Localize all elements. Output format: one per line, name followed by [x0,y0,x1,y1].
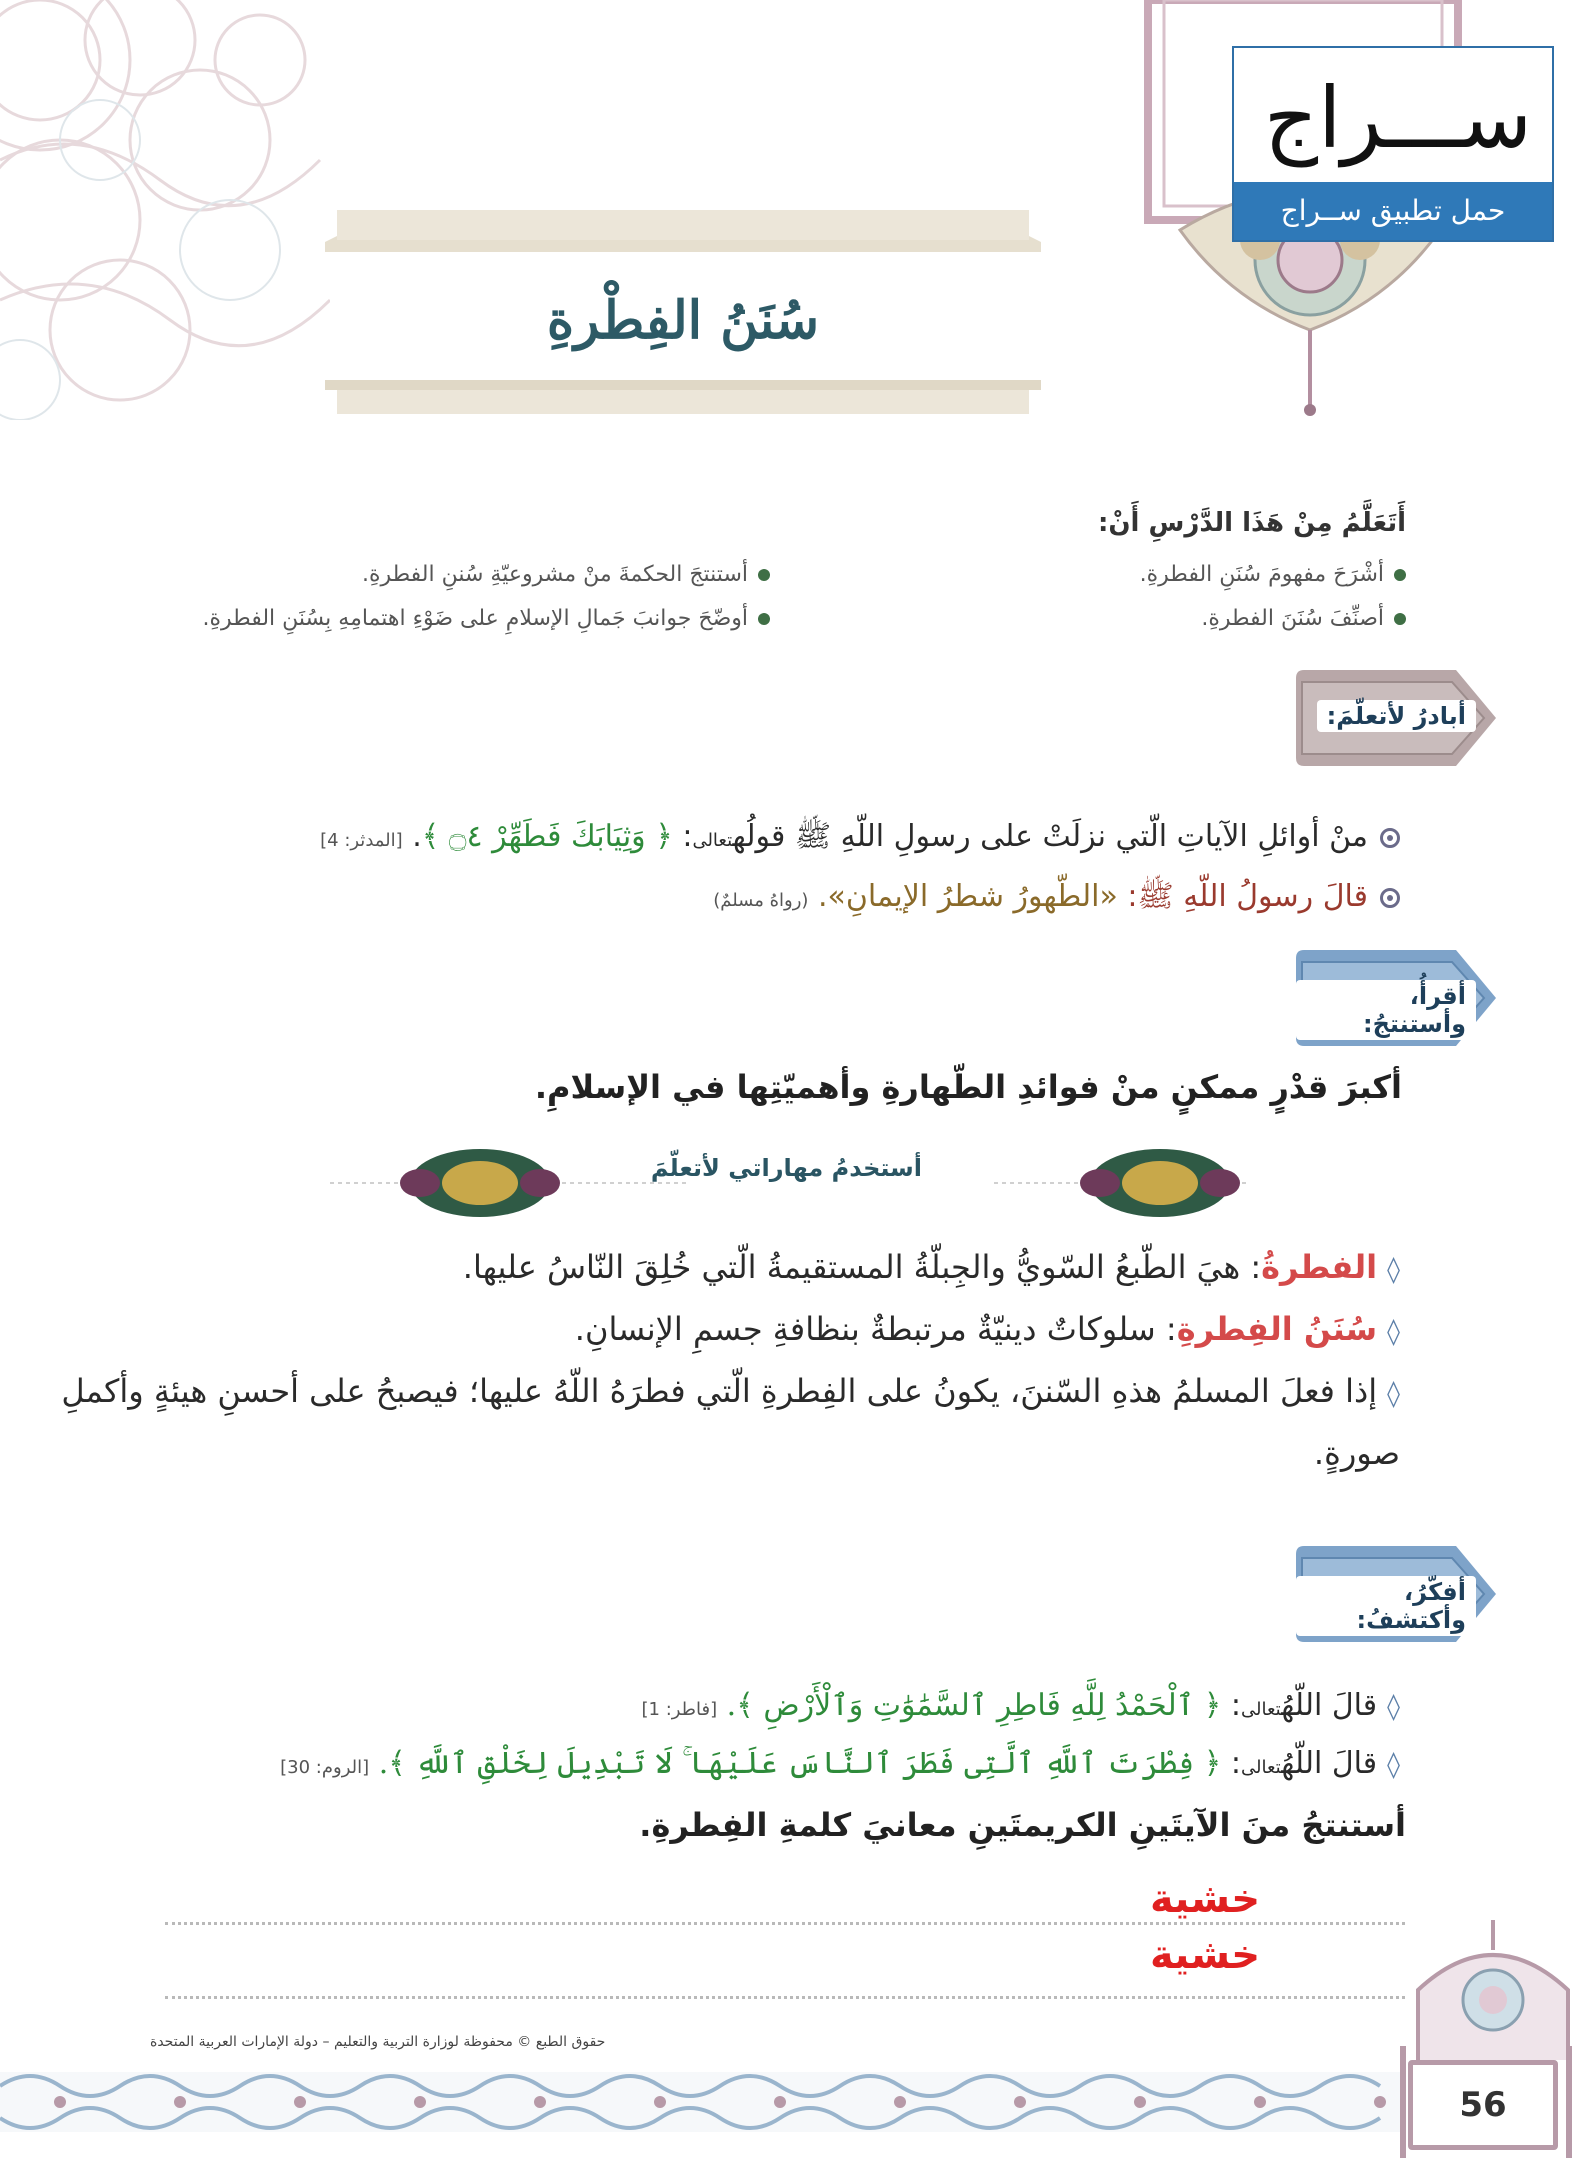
diamond-bullet-icon: ◊ [1387,1750,1400,1780]
skills-divider-ornament [330,1128,1250,1238]
footer-ornament-band [0,2046,1592,2158]
corner-ornament [1408,1920,1578,2060]
diamond-bullet-icon: ◊ [1387,1317,1400,1347]
siraj-app-logo[interactable] [1232,46,1554,242]
bullet-dot [758,569,770,581]
tag-read-label: أقرأُ، وأستنتجُ: [1296,980,1476,1040]
logo-tagline: حمل تطبيق ســراج [1234,182,1552,240]
diamond-bullet-icon: ◊ [1387,1255,1400,1285]
definition-3: ◊إذا فعلَ المسلمُ هذهِ السّننَ، يكونُ على الفِطرةِ الّتي فطرَهُ اللّهُ عليها؛ فيصبحُ على أحسنِ هيئةٍ وأكملِ [61,1372,1400,1410]
section-tag-initiate [1296,670,1496,766]
copyright-notice: حقوق الطبع © محفوظة لوزارة التربية والتعليم – دولة الإمارات العربية المتحدة [150,2034,606,2050]
bullet-dot [1394,569,1406,581]
verse-reference: [فاطر: 1] [641,1699,718,1720]
quran-verse: ﴿ فِطْرَتَ ٱللَّهِ ٱلَّتِى فَطَرَ ٱلنَّاسَ عَلَيْهَا ۚ لَا تَبْدِيلَ لِخَلْقِ ٱللَّهِ ﴾. [378,1746,1222,1781]
think-verse-1: ◊قالَ اللّهُتعالى: ﴿ ٱلْحَمْدُ لِلَّهِ فَاطِرِ ٱلسَّمَٰوَٰتِ وَٱلْأَرْضِ ﴾. [فاطر: 1] [641,1688,1400,1723]
definition-3-continuation: صورةٍ. [1313,1434,1400,1472]
hadith-quote: «الطّهورُ شطرُ الإيمانِ». [817,879,1118,914]
hadith-reference: (رواهُ مسلمٌ) [713,890,809,911]
tag-think-label: أفكّرُ، وأكتشفُ: [1296,1576,1476,1636]
quran-verse: ﴿ وَثِيَابَكَ فَطَهِّرْ ۝٤ ﴾ [421,819,673,854]
objective-item: أستنتجَ الحكمةَ منْ مشروعيّةِ سُننِ الفطرةِ. [362,562,770,587]
read-task: أكبرَ قدْرٍ ممكنٍ منْ فوائدِ الطّهارةِ وأهميّتِها في الإسلامِ. [534,1068,1402,1106]
tag-initiate-label: أبادرُ لأتعلّمَ: [1317,700,1476,732]
bullet-dot [758,613,770,625]
objective-item: أصنِّفَ سُنَنَ الفطرةِ. [1201,606,1406,631]
verse-reference: [المدثر: 4] [320,830,403,851]
background-arabesque-ornament [0,0,330,420]
diamond-bullet-icon: ◊ [1387,1692,1400,1722]
lesson-title: سُنَنُ الفِطْرةِ [546,290,820,351]
objective-item: أشْرَحَ مفهومَ سُنَنِ الفطرةِ. [1140,562,1406,587]
diamond-bullet-icon: ◊ [1387,1379,1400,1409]
section-tag-read [1296,950,1496,1046]
objectives-heading: أَتَعَلَّمُ مِنْ هَذَا الدَّرْسِ أَنْ: [1097,508,1406,538]
answer-line[interactable] [165,1996,1405,1999]
objective-item: أوضّحَ جوانبَ جَمالِ الإسلامِ على ضَوْءِ اهتمامِهِ بِسُنَنِ الفطرةِ. [203,606,771,631]
logo-word: ســـراج [1263,69,1532,167]
think-verse-2: ◊قالَ اللّهُتعالى: ﴿ فِطْرَتَ ٱللَّهِ ٱلَّتِى فَطَرَ ٱلنَّاسَ عَلَيْهَا ۚ لَا تَبْدِيلَ لِخَلْقِ ٱللَّهِ ﴾. [الروم: 30] [280,1746,1400,1781]
handwritten-answer: خشية [1150,1876,1261,1922]
handwritten-answer: خشية [1150,1932,1261,1978]
page-number: 56 [1408,2060,1558,2150]
initiate-line-2: قالَ رسولُ اللّهِ ﷺ: «الطّهورُ شطرُ الإيمانِ». (رواهُ مسلمٌ) [713,878,1400,921]
answer-line[interactable] [165,1922,1405,1925]
circle-bullet-icon [1380,888,1400,908]
definition-2: ◊سُنَنُ الفِطرةِ: سلوكاتٌ دينيّةٌ مرتبطةٌ بنظافةِ جسمِ الإنسانِ. [574,1310,1400,1348]
verse-reference: [الروم: 30] [280,1757,370,1778]
initiate-line-1: منْ أوائلِ الآياتِ الّتي نزلَتْ على رسولِ اللّهِ ﷺ قولُهتعالى: ﴿ وَثِيَابَكَ فَطَهِّرْ ۝٤ ﴾. [المدثر: 4] [320,818,1400,861]
think-task: أستنتجُ منَ الآيتَينِ الكريمتَينِ معانيَ كلمةِ الفِطرةِ. [639,1806,1406,1844]
skills-label: أستخدمُ مهاراتي لأتعلّمَ [650,1154,922,1182]
bullet-dot [1394,613,1406,625]
section-tag-think [1296,1546,1496,1642]
definition-1: ◊الفطرةُ: هيَ الطّبعُ السّويُّ والجِبلّةُ المستقيمةُ الّتي خُلِقَ النّاسُ عليها. [462,1248,1400,1286]
quran-verse: ﴿ ٱلْحَمْدُ لِلَّهِ فَاطِرِ ٱلسَّمَٰوَٰتِ وَٱلْأَرْضِ ﴾. [726,1688,1222,1723]
circle-bullet-icon [1380,828,1400,848]
